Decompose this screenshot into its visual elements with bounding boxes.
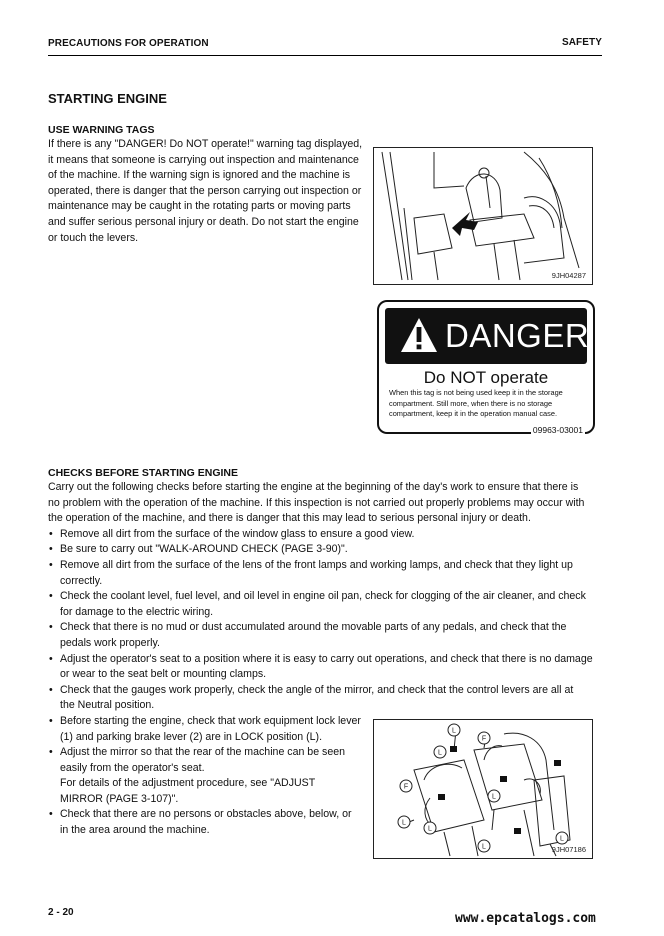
- danger-tag: [377, 300, 595, 434]
- svg-text:L: L: [482, 843, 486, 851]
- checks-text: Carry out the following checks before starting the engine at the beginning of the day's work to ensure that there is no problem with the operation of the machine. If this inspection is not carried out properly problems may occur with the operation of the machine, and there is danger that this may lead to serious personal injury or death. • Remove all dirt from the surface of the window glass to ensure a good view. • Be sure to carry out "WALK-AROUND CHECK (PAGE 3-90)". • Remove all dirt from the surface of the lens of the front lamps and working lamps, and check that they light up correctly. • Check the coolant level, fuel level, and oil level in engine oil pan, check for clogging of the air cleaner, and check for damage to the electric wiring. • Check that there is no mud or dust accumulated around the movable parts of any pedals, and check that the pedals work properly. • Adjust the operator's seat to a position where it is easy to carry out operations, and check that there is no damage or wear to the seat belt or mounting clamps. • Check that the gauges work properly, check the angle of the mirror, and check that the control levers are all at the Neutral position. • Before starting the engine, check that work equipment lock lever (1) and parking brake lever (2) are in LOCK position (L). • Adjust the mirror so that the rear of the machine can be seen easily from the operator's seat. For details of the adjustment procedure, see "ADJUST MIRROR (PAGE 3-107)". • Check that there are no persons or obstacles above, below, or in the area around the machine.: [48, 480, 593, 839]
- header-rule: [48, 55, 602, 56]
- levers-figure-code: 9JH07186: [551, 845, 586, 854]
- svg-text:L: L: [492, 793, 496, 801]
- list-item: • Adjust the operator's seat to a position where it is easy to carry out operations, and check that there is no damage: [48, 652, 593, 668]
- header-chapter: SAFETY: [561, 37, 602, 48]
- svg-text:L: L: [402, 819, 406, 827]
- svg-text:L: L: [428, 825, 432, 833]
- danger-word: DANGER: [445, 317, 590, 354]
- warning-triangle-icon: [399, 316, 439, 354]
- danger-subtitle: Do NOT operate: [423, 368, 549, 387]
- svg-text:F: F: [403, 783, 409, 791]
- checks-heading: CHECKS BEFORE STARTING ENGINE: [48, 467, 238, 479]
- danger-header-bar: [385, 308, 590, 364]
- page-number: 2 - 20: [48, 907, 74, 918]
- header-section: PRECAUTIONS FOR OPERATION: [48, 38, 209, 49]
- list-item: • Be sure to carry out "WALK-AROUND CHECK (PAGE 3-90)".: [48, 542, 593, 558]
- list-item: • Adjust the mirror so that the rear of the machine can be seen: [48, 745, 593, 761]
- svg-text:F: F: [481, 735, 487, 743]
- warning-tags-text: If there is any "DANGER! Do NOT operate!" warning tag displayed, it means that someone is carrying out inspection and maintenance of the machine. If the warning sign is ignored and the machine is operated, there is danger that the person carrying out inspection or maintenance may be caught in the rotating parts or moving parts and suffer serious personal injury or death. Do not start the engine or touch the levers.: [48, 138, 363, 244]
- list-item: • Check the coolant level, fuel level, and oil level in engine oil pan, check for clogging of the air cleaner, and check: [48, 589, 593, 605]
- list-item: • Remove all dirt from the surface of the window glass to ensure a good view.: [48, 527, 593, 543]
- svg-text:L: L: [452, 727, 456, 735]
- lock-levers-figure: [373, 719, 593, 859]
- cab-interior-figure: [373, 147, 593, 285]
- svg-text:L: L: [438, 749, 442, 757]
- cab-interior-drawing: [374, 148, 592, 284]
- cab-figure-code: 9JH04287: [551, 271, 586, 280]
- list-item: • Check that the gauges work properly, check the angle of the mirror, and check that the control levers are all at: [48, 683, 593, 699]
- list-item: • Check that there are no persons or obstacles above, below, or: [48, 807, 593, 823]
- list-item: • Before starting the engine, check that work equipment lock lever: [48, 714, 593, 730]
- lock-levers-drawing: [374, 720, 592, 858]
- watermark-link[interactable]: www.epcatalogs.com: [455, 911, 596, 926]
- page-title: STARTING ENGINE: [48, 91, 167, 106]
- list-item: • Check that there is no mud or dust accumulated around the movable parts of any pedals, and check that the: [48, 620, 593, 636]
- danger-small-text: When this tag is not being used keep it in the storage compartment. Still more, when there is no storage compartment, keep it in the operation manual case.: [389, 388, 563, 418]
- warning-tags-heading: USE WARNING TAGS: [48, 124, 155, 136]
- list-item: • Remove all dirt from the surface of the lens of the front lamps and working lamps, and check that they light up: [48, 558, 593, 574]
- danger-tag-code: 09963-03001: [532, 425, 583, 435]
- svg-text:L: L: [560, 835, 564, 843]
